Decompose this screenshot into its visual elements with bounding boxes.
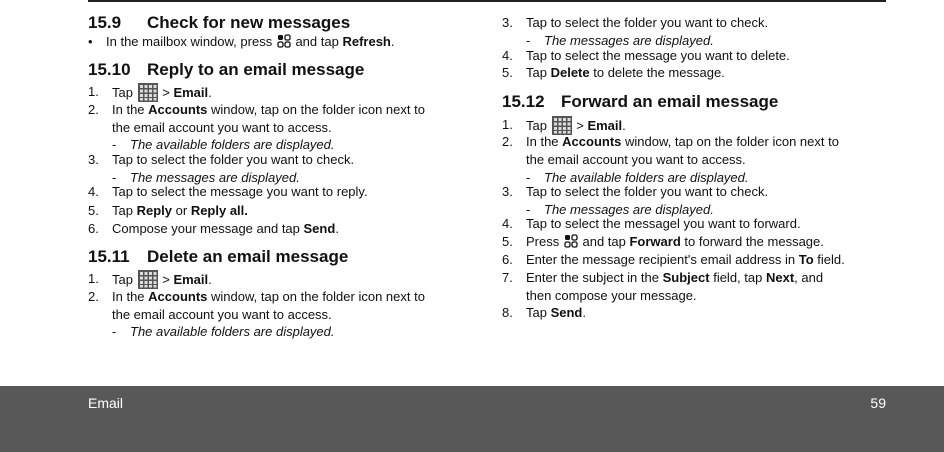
step-number: 2.	[88, 289, 99, 304]
step-number: 2.	[88, 102, 99, 117]
text: window, tap on the folder icon next to	[211, 289, 425, 304]
refresh-label: Refresh	[342, 34, 391, 49]
reply-label: Reply	[136, 203, 172, 218]
section-number: 15.10	[88, 60, 131, 79]
step-number: 4.	[88, 184, 99, 199]
step-number: 4.	[502, 48, 513, 63]
section-title-15-9	[88, 13, 350, 33]
text: and tap	[295, 34, 339, 49]
step-number: 2.	[502, 134, 513, 149]
step-number: 6.	[88, 221, 99, 236]
reply-all-label: Reply all.	[190, 203, 248, 218]
text: window, tap on the folder icon next to	[625, 134, 839, 149]
text: Compose your message and tap	[112, 221, 300, 236]
text: Enter the message recipient's email address in	[526, 252, 796, 267]
step-2-continued: the email account you want to access.	[112, 120, 332, 135]
next-label: Next	[765, 270, 795, 285]
accounts-label: Accounts	[148, 102, 208, 117]
text: Tap	[526, 118, 547, 133]
accounts-label: Accounts	[562, 134, 622, 149]
section-heading: Check for new messages	[147, 13, 351, 32]
text: Tap	[112, 272, 133, 287]
text: In the	[112, 289, 145, 304]
step-number: 5.	[502, 234, 513, 249]
page-number: 59	[870, 395, 886, 411]
text: or	[175, 203, 188, 218]
footer-chapter-title: Email	[88, 395, 124, 411]
text: Tap to select the folder you want to check.	[526, 184, 769, 199]
delete-label: Delete	[550, 65, 590, 80]
step-number: 4.	[502, 216, 513, 231]
text: .	[582, 305, 587, 320]
section-title-15-10	[88, 60, 364, 80]
text: window, tap on the folder icon next to	[211, 102, 425, 117]
text: Tap to select the message you want to reply.	[112, 184, 368, 199]
dash: -	[526, 33, 531, 48]
text: >	[162, 272, 170, 287]
text: to delete the message.	[593, 65, 725, 80]
email-label: Email	[173, 272, 209, 287]
page-footer	[0, 386, 944, 452]
text: In the	[526, 134, 559, 149]
section-heading: Forward an email message	[561, 92, 779, 111]
step-number: 3.	[502, 184, 513, 199]
section-number: 15.11	[88, 247, 130, 266]
step-2-continued: the email account you want to access.	[526, 152, 746, 167]
text: The available folders are displayed.	[544, 170, 749, 185]
text: Tap to select the message you want to delete.	[526, 48, 790, 63]
text: .	[208, 85, 212, 100]
text: Press	[526, 234, 560, 249]
step-number: 5.	[502, 65, 513, 80]
step-2-continued: the email account you want to access.	[112, 307, 332, 322]
email-label: Email	[173, 85, 209, 100]
step-number: 1.	[502, 117, 513, 132]
text: .	[208, 272, 212, 287]
menu-key-icon	[277, 34, 291, 48]
text: .	[390, 34, 395, 49]
step-number: 7.	[502, 270, 513, 285]
section-number: 15.9	[88, 13, 122, 32]
text: Enter the subject in the	[526, 270, 659, 285]
subject-label: Subject	[662, 270, 710, 285]
section-heading: Delete an email message	[147, 247, 349, 266]
step-number: 3.	[502, 15, 513, 30]
text: The available folders are displayed.	[130, 137, 335, 152]
bullet: •	[88, 34, 93, 49]
step-number: 3.	[88, 152, 99, 167]
text: In the	[112, 102, 145, 117]
forward-label: Forward	[629, 234, 681, 249]
send-label: Send	[303, 221, 336, 236]
section-title-15-12	[502, 92, 778, 112]
step-number: 8.	[502, 305, 513, 320]
step-number: 1.	[88, 84, 99, 99]
text: , and	[794, 270, 824, 285]
text: The messages are displayed.	[130, 170, 300, 185]
text: Tap	[526, 65, 547, 80]
step-2-result	[112, 323, 335, 340]
dash: -	[112, 324, 117, 339]
step-7-continued: then compose your message.	[526, 288, 697, 303]
section-number: 15.12	[502, 92, 545, 111]
text: .	[335, 221, 339, 236]
text: and tap	[582, 234, 626, 249]
text: Tap	[526, 305, 547, 320]
dash: -	[112, 170, 117, 185]
apps-grid-icon	[138, 270, 158, 289]
email-label: Email	[587, 118, 623, 133]
text: to forward the message.	[684, 234, 824, 249]
text: Tap	[112, 85, 133, 100]
step-number: 6.	[502, 252, 513, 267]
dash: -	[112, 137, 117, 152]
text: >	[576, 118, 584, 133]
text: >	[162, 85, 170, 100]
text: The messages are displayed.	[544, 33, 714, 48]
send-label: Send	[550, 305, 583, 320]
text: Tap to select the folder you want to check.	[526, 15, 769, 30]
to-label: To	[798, 252, 814, 267]
text: field, tap	[713, 270, 763, 285]
top-rule	[88, 0, 886, 2]
apps-grid-icon	[138, 83, 158, 102]
step-number: 5.	[88, 203, 99, 218]
text: The messages are displayed.	[544, 202, 714, 217]
section-title-15-11	[88, 247, 348, 267]
text: The available folders are displayed.	[130, 324, 335, 339]
text: Tap to select the folder you want to check.	[112, 152, 355, 167]
dash: -	[526, 202, 531, 217]
menu-key-icon	[564, 234, 578, 248]
step-number: 1.	[88, 271, 99, 286]
text: Tap to select the messagel you want to forward.	[526, 216, 801, 231]
text: field.	[817, 252, 845, 267]
text: Tap	[112, 203, 133, 218]
section-heading: Reply to an email message	[147, 60, 365, 79]
text: In the mailbox window, press	[106, 34, 273, 49]
text: .	[622, 118, 626, 133]
accounts-label: Accounts	[148, 289, 208, 304]
dash: -	[526, 170, 531, 185]
